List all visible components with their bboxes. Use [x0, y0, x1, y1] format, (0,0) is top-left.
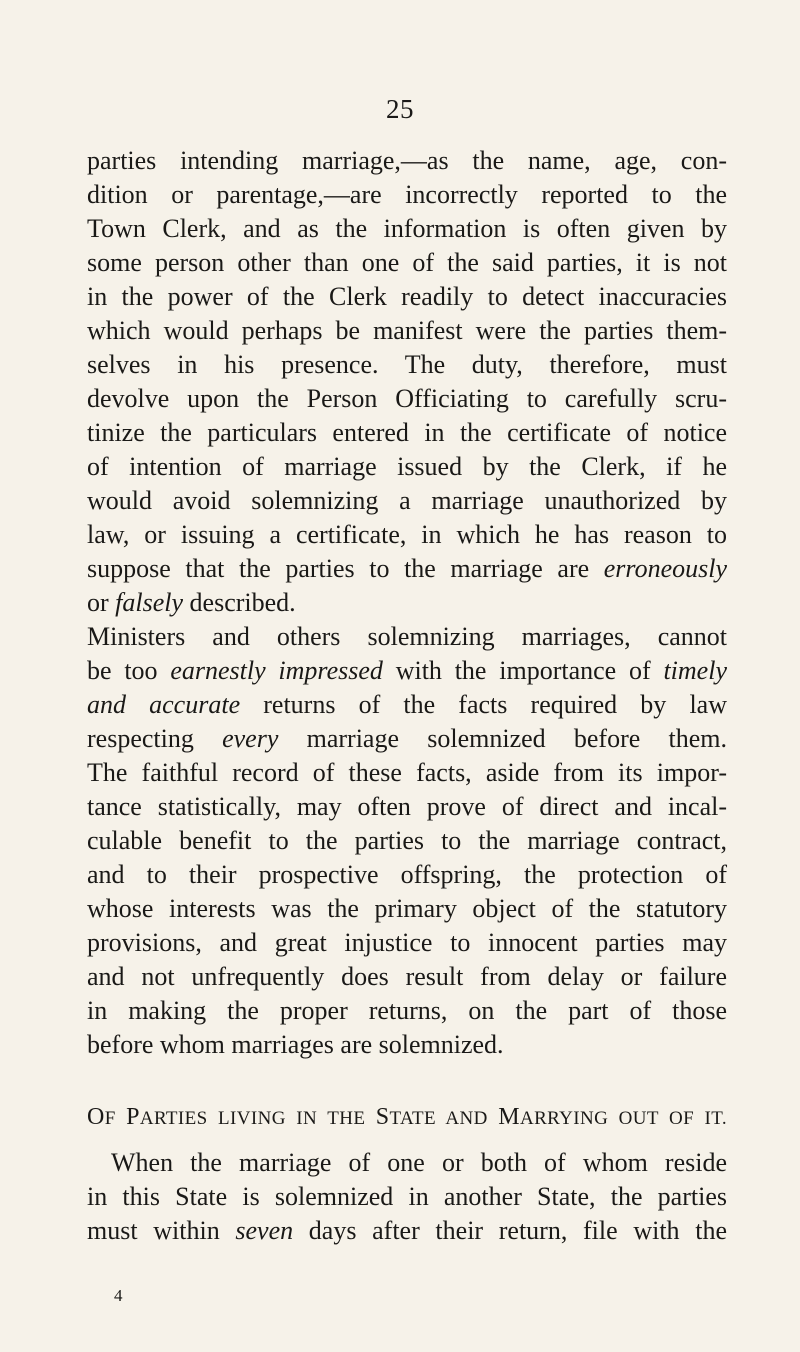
heading-text: ARTIES LIVING IN THE	[139, 1108, 366, 1129]
heading-text: ARRYING OUT OF IT.	[519, 1108, 727, 1129]
spacer	[87, 1062, 727, 1100]
text-line: Town Clerk, and as the information is often given by	[87, 214, 727, 243]
text-line: in this State is solemnized in another State, the parties	[87, 1182, 727, 1211]
signature-mark: 4	[114, 1286, 123, 1305]
heading-text: TATE AND	[389, 1108, 488, 1129]
heading-cap: P	[126, 1104, 140, 1130]
text-line: in the power of the Clerk readily to detect inaccuracies	[87, 282, 727, 311]
text-line: and to their prospective offspring, the protection of	[87, 860, 727, 889]
text-run: respecting	[87, 724, 223, 753]
section-heading	[87, 1100, 727, 1134]
text-line: When the marriage of one or both of whom reside	[111, 1148, 727, 1177]
heading-text: F	[104, 1108, 116, 1129]
text-line: provisions, and great injustice to innocent parties may	[87, 928, 727, 957]
heading-cap: M	[498, 1104, 520, 1130]
italic-run: and accurate	[87, 690, 241, 719]
heading-cap: O	[87, 1104, 105, 1130]
text-line: of intention of marriage issued by the Clerk, if he	[87, 452, 727, 481]
text-line: dition or parentage,—are incorrectly reported to the	[87, 180, 727, 209]
text-line: tinize the particulars entered in the certificate of notice	[87, 418, 727, 447]
text-line: culable benefit to the parties to the marriage contract,	[87, 826, 727, 855]
italic-run: earnestly impressed	[170, 656, 383, 685]
heading-cap: S	[375, 1104, 390, 1130]
text-line	[87, 586, 727, 620]
text-line: parties intending marriage,—as the name, age, con-	[87, 146, 727, 175]
italic-run: seven	[235, 1216, 294, 1245]
text-line	[87, 552, 727, 586]
italic-run: falsely	[115, 588, 184, 617]
text-line: and not unfrequently does result from delay or failure	[87, 962, 727, 991]
text-run: described.	[183, 588, 296, 617]
text-run: days after their return, file with the	[293, 1216, 728, 1245]
text-run: suppose that the parties to the marriage are	[87, 554, 604, 583]
text-line: selves in his presence. The duty, therefore, must	[87, 350, 727, 379]
italic-run: erroneously	[603, 554, 727, 583]
text-line: some person other than one of the said parties, it is not	[87, 248, 727, 277]
text-run: be too	[87, 656, 171, 685]
italic-run: timely	[663, 656, 727, 685]
text-line: in making the proper returns, on the part of those	[87, 996, 727, 1025]
text-run: returns of the facts required by law	[240, 690, 727, 719]
text-line	[87, 1214, 727, 1248]
text-line: devolve upon the Person Officiating to carefully scru-	[87, 384, 727, 413]
text-line	[87, 688, 727, 722]
text-line: would avoid solemnizing a marriage unauthorized by	[87, 486, 727, 515]
page-number: 25	[386, 94, 414, 124]
body-text	[87, 144, 727, 1248]
text-run: with the importance of	[382, 656, 664, 685]
text-line: Ministers and others solemnizing marriages, cannot	[87, 622, 727, 651]
text-run: marriage solemnized before them.	[278, 724, 728, 753]
text-line	[87, 722, 727, 756]
text-line: tance statistically, may often prove of direct and incal-	[87, 792, 727, 821]
italic-run: every	[222, 724, 279, 753]
text-line: law, or issuing a certificate, in which he has reason to	[87, 520, 727, 549]
text-line: before whom marriages are solemnized.	[87, 1030, 504, 1059]
text-line	[87, 654, 727, 688]
text-line: whose interests was the primary object of the statutory	[87, 894, 727, 923]
text-run: or	[87, 588, 116, 617]
spacer	[87, 1134, 727, 1146]
text-line: The faithful record of these facts, aside from its impor-	[87, 758, 727, 787]
text-line: which would perhaps be manifest were the parties them-	[87, 316, 727, 345]
text-run: must within	[87, 1216, 236, 1245]
